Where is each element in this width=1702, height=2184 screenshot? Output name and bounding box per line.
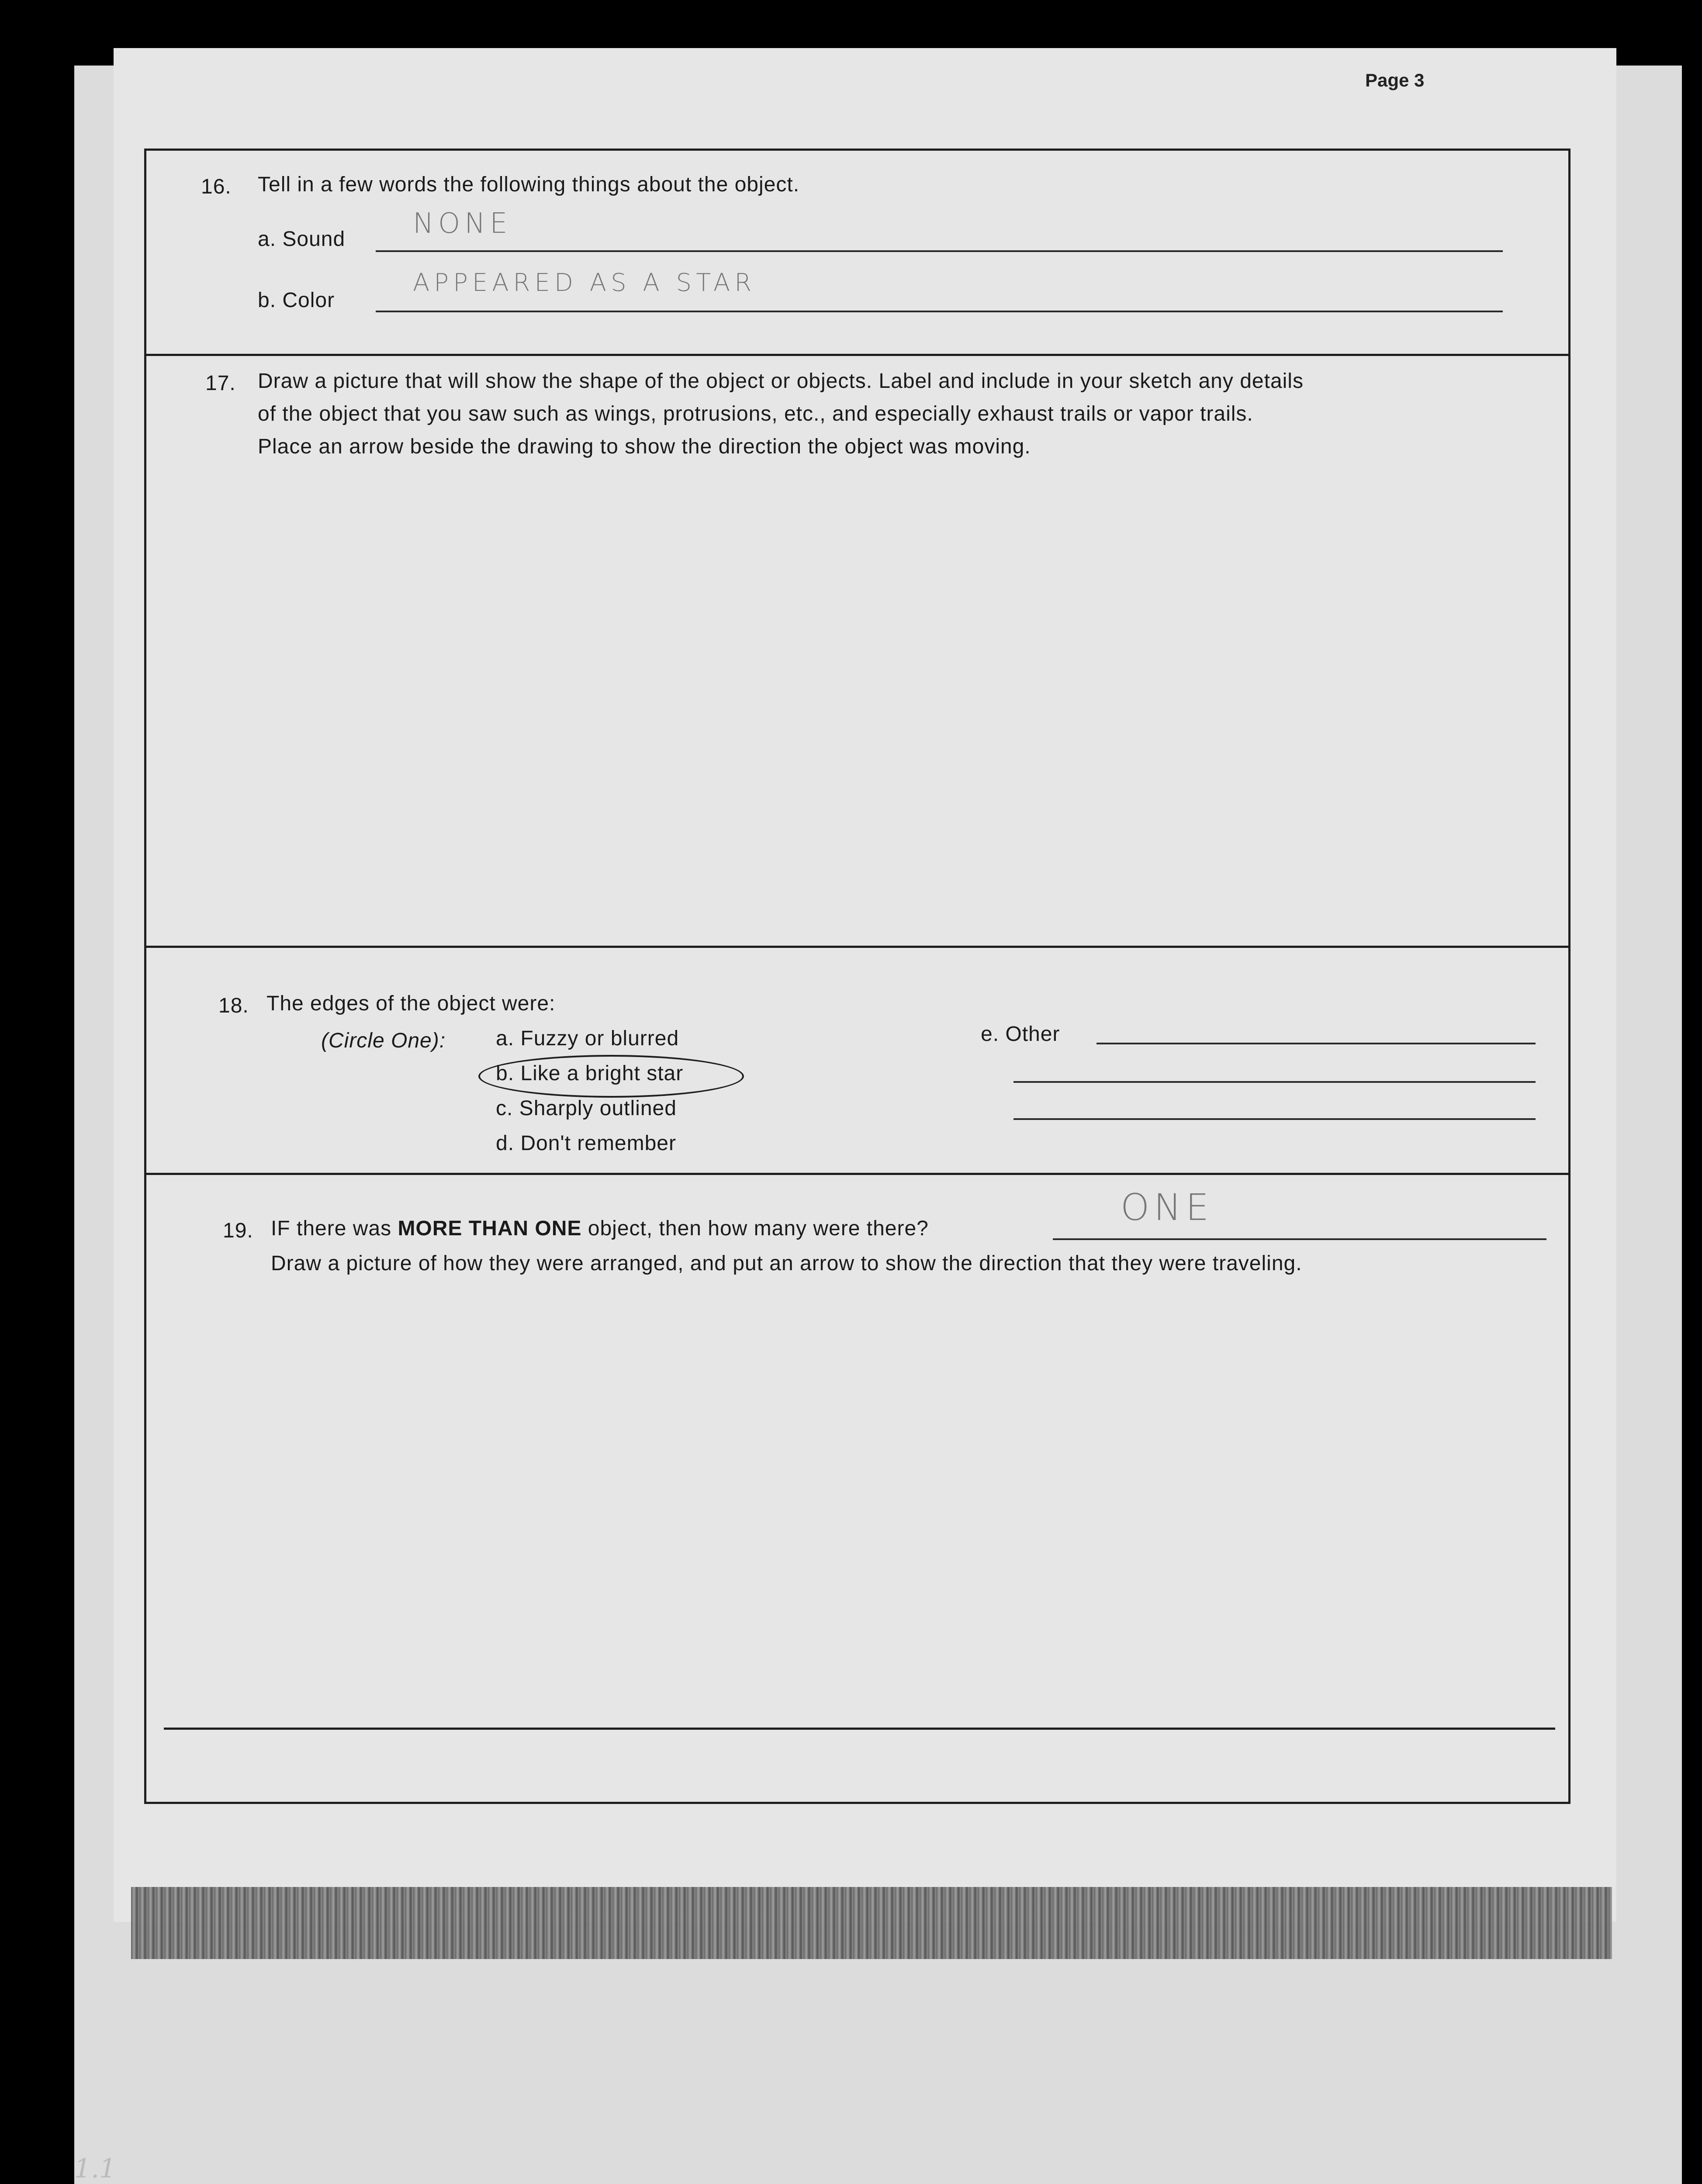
q19-line2: Draw a picture of how they were arranged, and put an arrow to show the direction that they were traveling.: [271, 1252, 1302, 1275]
q17-line1: Draw a picture that will show the shape of the object or objects. Label and include in your sketch any details: [258, 370, 1304, 393]
q19-prompt-emphasis: MORE THAN ONE: [398, 1217, 582, 1240]
q16-color-label: b. Color: [258, 289, 335, 312]
q17-line3: Place an arrow beside the drawing to show the direction the object was moving.: [258, 435, 1031, 458]
q16-sound-label: a. Sound: [258, 228, 346, 251]
q18-other-line-2: [1014, 1081, 1536, 1083]
q18-selection-circle: [478, 1055, 744, 1098]
q19-drawing-area[interactable]: [155, 1295, 1560, 1706]
q19-number: 19.: [223, 1219, 253, 1242]
q18-option-a[interactable]: a. Fuzzy or blurred: [496, 1027, 679, 1050]
q18-option-d[interactable]: d. Don't remember: [496, 1132, 676, 1155]
q18-circle-instruction: (Circle One):: [321, 1029, 446, 1052]
divider-16-17: [146, 354, 1568, 356]
q18-number: 18.: [218, 994, 249, 1017]
q19-prompt-post: object, then how many were there?: [581, 1217, 929, 1240]
q18-option-c[interactable]: c. Sharply outlined: [496, 1097, 677, 1120]
q16-number: 16.: [201, 175, 232, 198]
q17-number: 17.: [205, 372, 236, 395]
divider-18-19: [146, 1173, 1568, 1175]
q16-sound-answer: NONE: [413, 207, 512, 240]
questionnaire-form: [144, 149, 1571, 1804]
q18-option-b[interactable]: b. Like a bright star: [496, 1062, 684, 1085]
q18-prompt: The edges of the object were:: [266, 992, 556, 1015]
q17-drawing-area[interactable]: [155, 474, 1560, 937]
q19-count-line: [1053, 1238, 1546, 1240]
q16-prompt: Tell in a few words the following things about the object.: [258, 173, 800, 196]
q16-color-answer: APPEARED AS A STAR: [413, 269, 756, 297]
q18-other-line-3: [1014, 1118, 1536, 1120]
page-number: Page 3: [1365, 70, 1425, 90]
q16-sound-line: [376, 250, 1503, 252]
q19-prompt: [271, 1216, 929, 1241]
inner-bottom-rule: [164, 1728, 1555, 1730]
q19-count-answer: ONE: [1121, 1186, 1214, 1229]
divider-17-18: [146, 946, 1568, 948]
q18-other-line-1: [1097, 1043, 1536, 1044]
q16-color-line: [376, 311, 1503, 312]
sheet-shadow: [131, 1887, 1612, 1959]
q17-line2: of the object that you saw such as wings, protrusions, etc., and especially exhaust trails or vapor trails.: [258, 402, 1253, 425]
margin-mark: 1.1: [74, 2153, 116, 2184]
q19-prompt-pre: IF there was: [271, 1217, 398, 1240]
q18-other-label: e. Other: [981, 1023, 1060, 1046]
